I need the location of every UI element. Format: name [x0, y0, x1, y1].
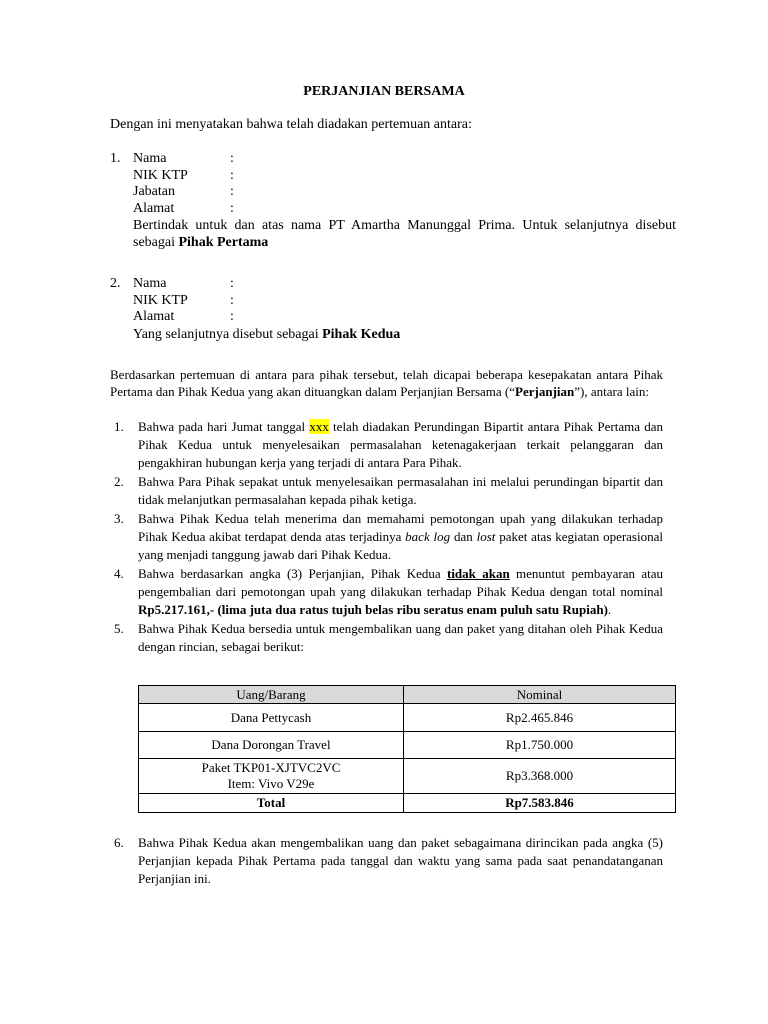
party-1-field-alamat: Alamat : [133, 200, 234, 216]
party-2-field-nik: NIK KTP : [133, 292, 234, 308]
agreement-item-4: 4. Bahwa berdasarkan angka (3) Perjanjian, Pihak Kedua tidak akan menuntut pembayaran atau pengembalian dari pemotongan upah yang dilakukan terhadap Pihak Kedua dengan total nominal Rp5.217.161,- (lima juta dua ratus tujuh belas ribu seratus enam puluh satu Rupiah). [114, 566, 663, 617]
table-row: Paket TKP01-XJTVC2VC Item: Vivo V29e Rp3.368.000 [139, 759, 676, 794]
basis-paragraph: Berdasarkan pertemuan di antara para pihak tersebut, telah dicapai beberapa kesepakatan antara Pihak Pertama dan Pihak Kedua yang akan dituangkan dalam Perjanjian Bersama (“Perjanjian”), antara lain: [110, 367, 663, 399]
agreement-item-3: 3. Bahwa Pihak Kedua telah menerima dan memahami pemotongan upah yang dilakukan terhadap Pihak Kedua akibat terdapat denda atas terjadinya back log dan lost paket atas kegiatan operasional yang menjadi tanggung jawab dari Pihak Kedua. [114, 511, 663, 562]
party-2-field-alamat: Alamat : [133, 309, 234, 324]
rincian-table [138, 685, 676, 813]
party-1-field-name: Nama : [133, 151, 234, 166]
total-value: Rp7.583.846 [404, 794, 676, 813]
agreement-item-6: 6. Bahwa Pihak Kedua akan mengembalikan uang dan paket sebagaimana dirincikan pada angka (5) Perjanjian kepada Pihak Pertama pada tanggal dan waktu yang sama pada saat penandatanganan Perjanjian ini. [114, 835, 663, 886]
agreement-item-5: 5. Bahwa Pihak Kedua bersedia untuk mengembalikan uang dan paket yang ditahan oleh Pihak Kedua dengan rincian, sebagai berikut: [114, 621, 663, 654]
party-2-description: Yang selanjutnya disebut sebagai Pihak Kedua [133, 326, 401, 342]
party-1-field-nik: NIK KTP : [133, 167, 234, 183]
party-1-number: 1. [110, 151, 121, 166]
agreement-item-2: 2. Bahwa Para Pihak sepakat untuk menyelesaikan permasalahan ini melalui perundingan bipartit dan tidak melanjutkan permasalahan kepada pihak ketiga. [114, 474, 663, 507]
agreement-items-continued [110, 834, 663, 888]
party-1 [110, 151, 676, 251]
table-row: Dana Dorongan Travel Rp1.750.000 [139, 732, 676, 759]
party-2-field-name: Nama : [133, 276, 234, 291]
table-row: Dana Pettycash Rp2.465.846 [139, 704, 676, 732]
highlighted-placeholder: xxx [309, 419, 329, 434]
total-label: Total [139, 794, 404, 813]
party-2 [110, 276, 676, 343]
agreement-items [110, 418, 663, 656]
table-header-item: Uang/Barang [139, 686, 404, 704]
table-header-row [139, 686, 676, 704]
table-header-nominal: Nominal [404, 686, 676, 704]
table-total-row [139, 794, 676, 813]
party-2-number: 2. [110, 276, 121, 291]
agreement-item-1: 1. Bahwa pada hari Jumat tanggal xxx telah diadakan Perundingan Bipartit antara Pihak Pertama dan Pihak Kedua untuk menyelesaikan permasalahan ketenagakerjaan terkait pelanggaran dan pengakhiran hubungan kerja yang terjadi di antara Para Pihak. [114, 419, 664, 470]
document-title: PERJANJIAN BERSAMA [303, 84, 465, 99]
party-1-field-jabatan: Jabatan : [133, 184, 234, 199]
intro-text: Dengan ini menyatakan bahwa telah diadakan pertemuan antara: [110, 117, 472, 132]
party-1-description: Bertindak untuk dan atas nama PT Amartha Manunggal Prima. Untuk selanjutnya disebut sebagai Pihak Pertama [133, 218, 676, 250]
